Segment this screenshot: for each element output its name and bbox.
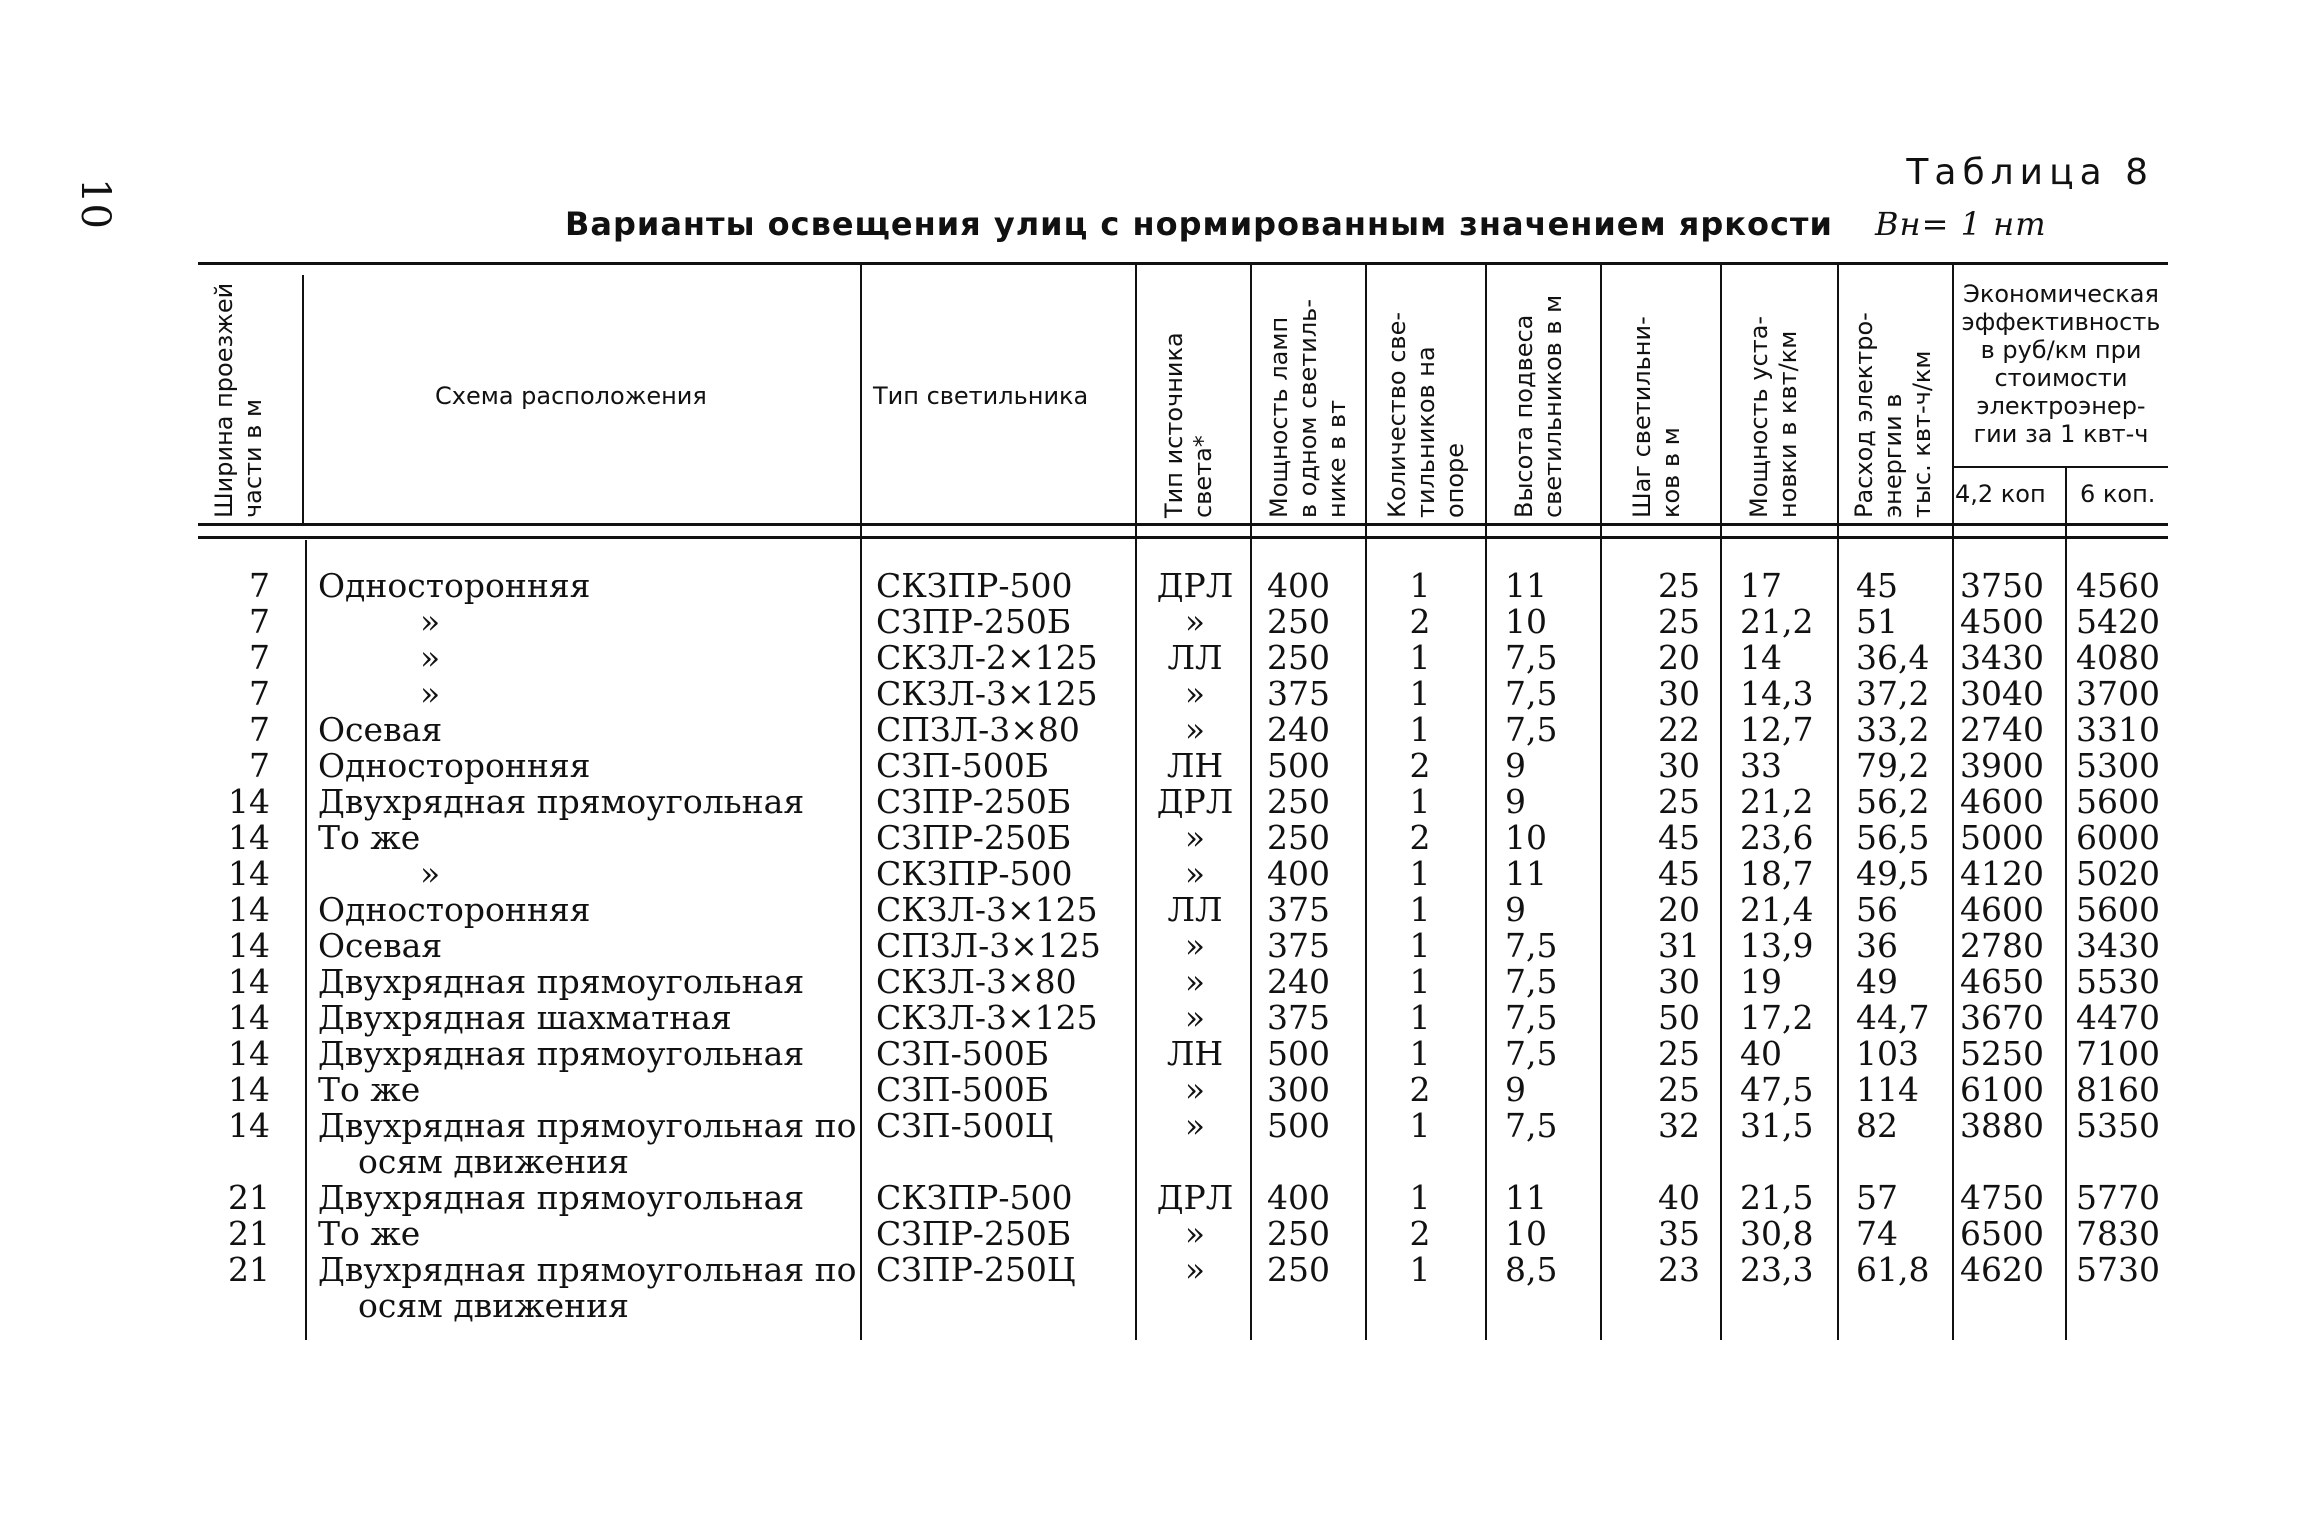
header-lamp-power-line2: в одном светиль- xyxy=(1294,299,1322,518)
width-cell: 7 xyxy=(249,746,270,785)
header-energy-line1: Расход электро- xyxy=(1850,312,1878,518)
econ-42-cell: 2740 xyxy=(1960,710,2044,749)
header-install-power xyxy=(1745,316,1803,518)
econ-6-cell: 8160 xyxy=(2076,1070,2160,1109)
title-text: Варианты освещения улиц с нормированным значением яркости xyxy=(565,205,1833,243)
energy-cell: 103 xyxy=(1856,1034,1919,1073)
energy-cell: 56 xyxy=(1856,890,1898,929)
header-econ-line5: электроэнер- xyxy=(1976,392,2146,420)
step-cell: 40 xyxy=(1658,1178,1700,1217)
energy-cell: 114 xyxy=(1856,1070,1919,1109)
count-cell: 1 xyxy=(1409,854,1431,893)
econ-6-cell: 5770 xyxy=(2076,1178,2160,1217)
header-height xyxy=(1510,295,1568,518)
width-cell: 14 xyxy=(228,998,270,1037)
height-cell: 7,5 xyxy=(1505,1034,1558,1073)
source-cell: » xyxy=(1184,818,1206,857)
luminaire-cell: СКЗЛ-3×125 xyxy=(876,998,1098,1037)
header-econ-line3: в руб/км при xyxy=(1980,336,2142,364)
econ-42-cell: 4120 xyxy=(1960,854,2044,893)
step-cell: 45 xyxy=(1658,818,1700,857)
header-step-line2: ков в м xyxy=(1657,427,1685,518)
source-cell: » xyxy=(1184,674,1206,713)
source-cell: ДРЛ xyxy=(1156,566,1234,605)
count-cell: 1 xyxy=(1409,710,1431,749)
header-econ-line4: стоимости xyxy=(1994,364,2128,392)
col-rule-11 xyxy=(2065,468,2067,1340)
width-cell: 14 xyxy=(228,854,270,893)
header-econ-line2: эффективность xyxy=(1961,308,2161,336)
header-bottom-rule xyxy=(198,523,2168,526)
width-cell: 21 xyxy=(228,1250,270,1289)
luminaire-cell: СЗПР-250Б xyxy=(876,602,1072,641)
lamp-power-cell: 250 xyxy=(1267,782,1330,821)
width-cell: 14 xyxy=(228,1070,270,1109)
install-power-cell: 23,3 xyxy=(1740,1250,1814,1289)
energy-cell: 36,4 xyxy=(1856,638,1930,677)
step-cell: 25 xyxy=(1658,602,1700,641)
econ-42-cell: 3750 xyxy=(1960,566,2044,605)
col-rule-3 xyxy=(1135,265,1137,1340)
luminaire-cell: СЗПР-250Б xyxy=(876,1214,1072,1253)
luminaire-cell: СКЗЛ-3×125 xyxy=(876,674,1098,713)
lamp-power-cell: 500 xyxy=(1267,1034,1330,1073)
scheme-cell: То же xyxy=(318,818,421,857)
energy-cell: 51 xyxy=(1856,602,1898,641)
height-cell: 7,5 xyxy=(1505,998,1558,1037)
step-cell: 25 xyxy=(1658,566,1700,605)
econ-42-cell: 4620 xyxy=(1960,1250,2044,1289)
col-rule-10 xyxy=(1952,265,1954,1340)
count-cell: 1 xyxy=(1409,926,1431,965)
step-cell: 35 xyxy=(1658,1214,1700,1253)
count-cell: 2 xyxy=(1409,1214,1431,1253)
count-cell: 2 xyxy=(1409,818,1431,857)
header-econ-6: 6 коп. xyxy=(2080,480,2156,508)
energy-cell: 33,2 xyxy=(1856,710,1930,749)
count-cell: 1 xyxy=(1409,962,1431,1001)
step-cell: 22 xyxy=(1658,710,1700,749)
lamp-power-cell: 500 xyxy=(1267,1106,1330,1145)
scheme-cell-continuation: осям движения xyxy=(358,1286,629,1325)
scheme-cell-continuation: осям движения xyxy=(358,1142,629,1181)
lamp-power-cell: 400 xyxy=(1267,854,1330,893)
col-rule-7 xyxy=(1600,265,1602,1340)
econ-6-cell: 6000 xyxy=(2076,818,2160,857)
count-cell: 1 xyxy=(1409,638,1431,677)
econ-42-cell: 5000 xyxy=(1960,818,2044,857)
luminaire-cell: СКЗЛ-3×80 xyxy=(876,962,1077,1001)
height-cell: 11 xyxy=(1505,1178,1547,1217)
source-cell: » xyxy=(1184,926,1206,965)
header-install-power-line2: новки в квт/км xyxy=(1774,330,1802,518)
econ-42-cell: 6100 xyxy=(1960,1070,2044,1109)
econ-6-cell: 4560 xyxy=(2076,566,2160,605)
height-cell: 11 xyxy=(1505,566,1547,605)
header-width-line2: части в м xyxy=(239,398,267,518)
install-power-cell: 40 xyxy=(1740,1034,1782,1073)
header-height-line2: светильников в м xyxy=(1539,294,1567,518)
econ-6-cell: 3430 xyxy=(2076,926,2160,965)
width-cell: 14 xyxy=(228,926,270,965)
luminaire-cell: СЗПР-250Ц xyxy=(876,1250,1076,1289)
lamp-power-cell: 400 xyxy=(1267,1178,1330,1217)
height-cell: 7,5 xyxy=(1505,674,1558,713)
luminaire-cell: СЗПР-250Б xyxy=(876,818,1072,857)
install-power-cell: 14 xyxy=(1740,638,1782,677)
step-cell: 30 xyxy=(1658,674,1700,713)
econ-42-cell: 2780 xyxy=(1960,926,2044,965)
lamp-power-cell: 250 xyxy=(1267,638,1330,677)
header-lamp-power-line3: нике в вт xyxy=(1323,399,1351,518)
econ-6-cell: 7830 xyxy=(2076,1214,2160,1253)
lamp-power-cell: 250 xyxy=(1267,1250,1330,1289)
header-source-line1: Тип источника xyxy=(1160,332,1188,518)
col-rule-1 xyxy=(302,275,304,525)
count-cell: 1 xyxy=(1409,1178,1431,1217)
econ-6-cell: 5730 xyxy=(2076,1250,2160,1289)
econ-42-cell: 6500 xyxy=(1960,1214,2044,1253)
install-power-cell: 17 xyxy=(1740,566,1782,605)
step-cell: 20 xyxy=(1658,890,1700,929)
body-top-rule xyxy=(198,536,2168,539)
lamp-power-cell: 375 xyxy=(1267,890,1330,929)
step-cell: 25 xyxy=(1658,782,1700,821)
econ-42-cell: 3900 xyxy=(1960,746,2044,785)
count-cell: 1 xyxy=(1409,1250,1431,1289)
header-count xyxy=(1383,312,1470,518)
scheme-cell: » xyxy=(420,674,441,713)
energy-cell: 61,8 xyxy=(1856,1250,1930,1289)
width-cell: 7 xyxy=(249,674,270,713)
height-cell: 11 xyxy=(1505,854,1547,893)
install-power-cell: 18,7 xyxy=(1740,854,1814,893)
econ-6-cell: 5350 xyxy=(2076,1106,2160,1145)
col-rule-9 xyxy=(1837,265,1839,1340)
scheme-cell: То же xyxy=(318,1070,421,1109)
header-count-line2: тильников на xyxy=(1412,346,1440,518)
step-cell: 23 xyxy=(1658,1250,1700,1289)
source-cell: » xyxy=(1184,962,1206,1001)
count-cell: 1 xyxy=(1409,566,1431,605)
lamp-power-cell: 250 xyxy=(1267,818,1330,857)
install-power-cell: 21,2 xyxy=(1740,782,1814,821)
step-cell: 32 xyxy=(1658,1106,1700,1145)
luminaire-cell: СПЗЛ-3×80 xyxy=(876,710,1080,749)
lamp-power-cell: 240 xyxy=(1267,962,1330,1001)
height-cell: 7,5 xyxy=(1505,710,1558,749)
count-cell: 1 xyxy=(1409,782,1431,821)
econ-6-cell: 5600 xyxy=(2076,782,2160,821)
header-econ-line6: гии за 1 квт-ч xyxy=(1973,420,2149,448)
width-cell: 14 xyxy=(228,962,270,1001)
energy-cell: 37,2 xyxy=(1856,674,1930,713)
econ-6-cell: 5300 xyxy=(2076,746,2160,785)
scheme-cell: Двухрядная прямоугольная по xyxy=(318,1106,857,1145)
luminaire-cell: СКЗЛ-2×125 xyxy=(876,638,1098,677)
step-cell: 31 xyxy=(1658,926,1700,965)
table-title xyxy=(565,205,2047,243)
luminaire-cell: СПЗЛ-3×125 xyxy=(876,926,1101,965)
scheme-cell: Двухрядная прямоугольная xyxy=(318,962,805,1001)
height-cell: 10 xyxy=(1505,602,1547,641)
step-cell: 30 xyxy=(1658,962,1700,1001)
energy-cell: 79,2 xyxy=(1856,746,1930,785)
width-cell: 14 xyxy=(228,782,270,821)
lamp-power-cell: 300 xyxy=(1267,1070,1330,1109)
col-rule-2 xyxy=(860,265,862,1340)
width-cell: 7 xyxy=(249,566,270,605)
econ-6-cell: 3700 xyxy=(2076,674,2160,713)
luminaire-cell: СКЗПР-500 xyxy=(876,1178,1073,1217)
width-cell: 14 xyxy=(228,1034,270,1073)
step-cell: 20 xyxy=(1658,638,1700,677)
install-power-cell: 33 xyxy=(1740,746,1782,785)
energy-cell: 45 xyxy=(1856,566,1898,605)
scheme-cell: » xyxy=(420,854,441,893)
header-scheme: Схема расположения xyxy=(435,382,707,410)
econ-42-cell: 3040 xyxy=(1960,674,2044,713)
step-cell: 50 xyxy=(1658,998,1700,1037)
header-econ-42: 4,2 коп xyxy=(1955,480,2046,508)
height-cell: 9 xyxy=(1505,782,1526,821)
step-cell: 25 xyxy=(1658,1034,1700,1073)
count-cell: 1 xyxy=(1409,890,1431,929)
econ-6-cell: 5600 xyxy=(2076,890,2160,929)
energy-cell: 49 xyxy=(1856,962,1898,1001)
lamp-power-cell: 375 xyxy=(1267,674,1330,713)
step-cell: 25 xyxy=(1658,1070,1700,1109)
source-cell: ЛН xyxy=(1166,1034,1224,1073)
scheme-cell: Двухрядная прямоугольная по xyxy=(318,1250,857,1289)
width-cell: 21 xyxy=(228,1178,270,1217)
luminaire-cell: СЗП-500Б xyxy=(876,1034,1049,1073)
scheme-cell: Односторонняя xyxy=(318,746,591,785)
col-rule-6 xyxy=(1485,265,1487,1340)
econ-42-cell: 4600 xyxy=(1960,890,2044,929)
col-rule-8 xyxy=(1720,265,1722,1340)
econ-42-cell: 4500 xyxy=(1960,602,2044,641)
source-cell: » xyxy=(1184,998,1206,1037)
econ-42-cell: 5250 xyxy=(1960,1034,2044,1073)
col-rule-1b xyxy=(305,540,307,1340)
header-luminaire: Тип светильника xyxy=(873,382,1089,410)
install-power-cell: 13,9 xyxy=(1740,926,1814,965)
source-cell: » xyxy=(1184,1070,1206,1109)
luminaire-cell: СЗП-500Б xyxy=(876,1070,1049,1109)
count-cell: 1 xyxy=(1409,1106,1431,1145)
energy-cell: 74 xyxy=(1856,1214,1898,1253)
header-lamp-power xyxy=(1265,299,1352,518)
scheme-cell: Односторонняя xyxy=(318,566,591,605)
width-cell: 14 xyxy=(228,890,270,929)
header-width-line1: Ширина проезжей xyxy=(210,282,238,518)
lamp-power-cell: 375 xyxy=(1267,998,1330,1037)
install-power-cell: 23,6 xyxy=(1740,818,1814,857)
scheme-cell: Двухрядная прямоугольная xyxy=(318,1178,805,1217)
scheme-cell: Осевая xyxy=(318,710,443,749)
econ-42-cell: 4600 xyxy=(1960,782,2044,821)
source-cell: ЛН xyxy=(1166,746,1224,785)
height-cell: 7,5 xyxy=(1505,1106,1558,1145)
width-cell: 7 xyxy=(249,710,270,749)
econ-42-cell: 3880 xyxy=(1960,1106,2044,1145)
lamp-power-cell: 250 xyxy=(1267,1214,1330,1253)
lamp-power-cell: 240 xyxy=(1267,710,1330,749)
lamp-power-cell: 375 xyxy=(1267,926,1330,965)
lamp-power-cell: 250 xyxy=(1267,602,1330,641)
install-power-cell: 21,5 xyxy=(1740,1178,1814,1217)
install-power-cell: 21,4 xyxy=(1740,890,1814,929)
econ-42-cell: 3670 xyxy=(1960,998,2044,1037)
height-cell: 10 xyxy=(1505,818,1547,857)
source-cell: » xyxy=(1184,1250,1206,1289)
econ-6-cell: 4470 xyxy=(2076,998,2160,1037)
header-step xyxy=(1628,316,1686,518)
install-power-cell: 31,5 xyxy=(1740,1106,1814,1145)
header-energy xyxy=(1850,312,1937,518)
luminaire-cell: СЗПР-250Б xyxy=(876,782,1072,821)
header-source xyxy=(1160,332,1218,518)
width-cell: 14 xyxy=(228,818,270,857)
count-cell: 1 xyxy=(1409,998,1431,1037)
source-cell: » xyxy=(1184,710,1206,749)
header-count-line1: Количество све- xyxy=(1383,311,1411,518)
header-step-line1: Шаг светильни- xyxy=(1628,316,1656,518)
step-cell: 45 xyxy=(1658,854,1700,893)
install-power-cell: 14,3 xyxy=(1740,674,1814,713)
count-cell: 2 xyxy=(1409,1070,1431,1109)
source-cell: ЛЛ xyxy=(1167,638,1223,677)
econ-6-cell: 3310 xyxy=(2076,710,2160,749)
lamp-power-cell: 500 xyxy=(1267,746,1330,785)
install-power-cell: 30,8 xyxy=(1740,1214,1814,1253)
install-power-cell: 12,7 xyxy=(1740,710,1814,749)
econ-42-cell: 3430 xyxy=(1960,638,2044,677)
install-power-cell: 17,2 xyxy=(1740,998,1814,1037)
econ-42-cell: 4750 xyxy=(1960,1178,2044,1217)
height-cell: 9 xyxy=(1505,1070,1526,1109)
scheme-cell: » xyxy=(420,602,441,641)
height-cell: 7,5 xyxy=(1505,962,1558,1001)
header-lamp-power-line1: Мощность ламп xyxy=(1265,316,1293,518)
scheme-cell: » xyxy=(420,638,441,677)
height-cell: 10 xyxy=(1505,1214,1547,1253)
scheme-cell: Двухрядная прямоугольная xyxy=(318,782,805,821)
count-cell: 1 xyxy=(1409,1034,1431,1073)
header-install-power-line1: Мощность уста- xyxy=(1745,315,1773,518)
count-cell: 1 xyxy=(1409,674,1431,713)
source-cell: » xyxy=(1184,854,1206,893)
page-number: 10 xyxy=(72,178,118,229)
height-cell: 9 xyxy=(1505,890,1526,929)
header-count-line3: опоре xyxy=(1441,442,1469,518)
luminaire-cell: СЗП-500Б xyxy=(876,746,1049,785)
source-cell: » xyxy=(1184,602,1206,641)
energy-cell: 82 xyxy=(1856,1106,1898,1145)
econ-6-cell: 7100 xyxy=(2076,1034,2160,1073)
header-top-rule xyxy=(198,262,2168,265)
energy-cell: 49,5 xyxy=(1856,854,1930,893)
height-cell: 8,5 xyxy=(1505,1250,1558,1289)
econ-6-cell: 4080 xyxy=(2076,638,2160,677)
energy-cell: 56,2 xyxy=(1856,782,1930,821)
title-formula: Вн= 1 нт xyxy=(1875,205,2047,243)
count-cell: 2 xyxy=(1409,602,1431,641)
econ-6-cell: 5020 xyxy=(2076,854,2160,893)
install-power-cell: 19 xyxy=(1740,962,1782,1001)
header-width xyxy=(210,283,268,518)
lamp-power-cell: 400 xyxy=(1267,566,1330,605)
header-econ xyxy=(1955,280,2167,448)
header-source-line2: света* xyxy=(1189,435,1217,518)
scheme-cell: Односторонняя xyxy=(318,890,591,929)
luminaire-cell: СКЗПР-500 xyxy=(876,566,1073,605)
scheme-cell: Двухрядная прямоугольная xyxy=(318,1034,805,1073)
econ-6-cell: 5420 xyxy=(2076,602,2160,641)
luminaire-cell: СКЗПР-500 xyxy=(876,854,1073,893)
source-cell: ДРЛ xyxy=(1156,1178,1234,1217)
econ-6-cell: 5530 xyxy=(2076,962,2160,1001)
econ-sub-rule xyxy=(1952,466,2168,468)
scheme-cell: Двухрядная шахматная xyxy=(318,998,732,1037)
width-cell: 7 xyxy=(249,602,270,641)
install-power-cell: 47,5 xyxy=(1740,1070,1814,1109)
count-cell: 2 xyxy=(1409,746,1431,785)
header-energy-line2: энергии в xyxy=(1879,393,1907,518)
source-cell: » xyxy=(1184,1214,1206,1253)
install-power-cell: 21,2 xyxy=(1740,602,1814,641)
scheme-cell: То же xyxy=(318,1214,421,1253)
energy-cell: 56,5 xyxy=(1856,818,1930,857)
header-height-line1: Высота подвеса xyxy=(1510,314,1538,518)
luminaire-cell: СЗП-500Ц xyxy=(876,1106,1054,1145)
table-label: Таблица 8 xyxy=(1906,152,2154,193)
source-cell: ДРЛ xyxy=(1156,782,1234,821)
header-energy-line3: тыс. квт-ч/км xyxy=(1908,350,1936,518)
luminaire-cell: СКЗЛ-3×125 xyxy=(876,890,1098,929)
header-econ-line1: Экономическая xyxy=(1963,280,2159,308)
econ-42-cell: 4650 xyxy=(1960,962,2044,1001)
width-cell: 14 xyxy=(228,1106,270,1145)
scheme-cell: Осевая xyxy=(318,926,443,965)
height-cell: 9 xyxy=(1505,746,1526,785)
source-cell: » xyxy=(1184,1106,1206,1145)
height-cell: 7,5 xyxy=(1505,926,1558,965)
energy-cell: 44,7 xyxy=(1856,998,1930,1037)
width-cell: 7 xyxy=(249,638,270,677)
energy-cell: 36 xyxy=(1856,926,1898,965)
energy-cell: 57 xyxy=(1856,1178,1898,1217)
step-cell: 30 xyxy=(1658,746,1700,785)
col-rule-5 xyxy=(1365,265,1367,1340)
source-cell: ЛЛ xyxy=(1167,890,1223,929)
width-cell: 21 xyxy=(228,1214,270,1253)
height-cell: 7,5 xyxy=(1505,638,1558,677)
